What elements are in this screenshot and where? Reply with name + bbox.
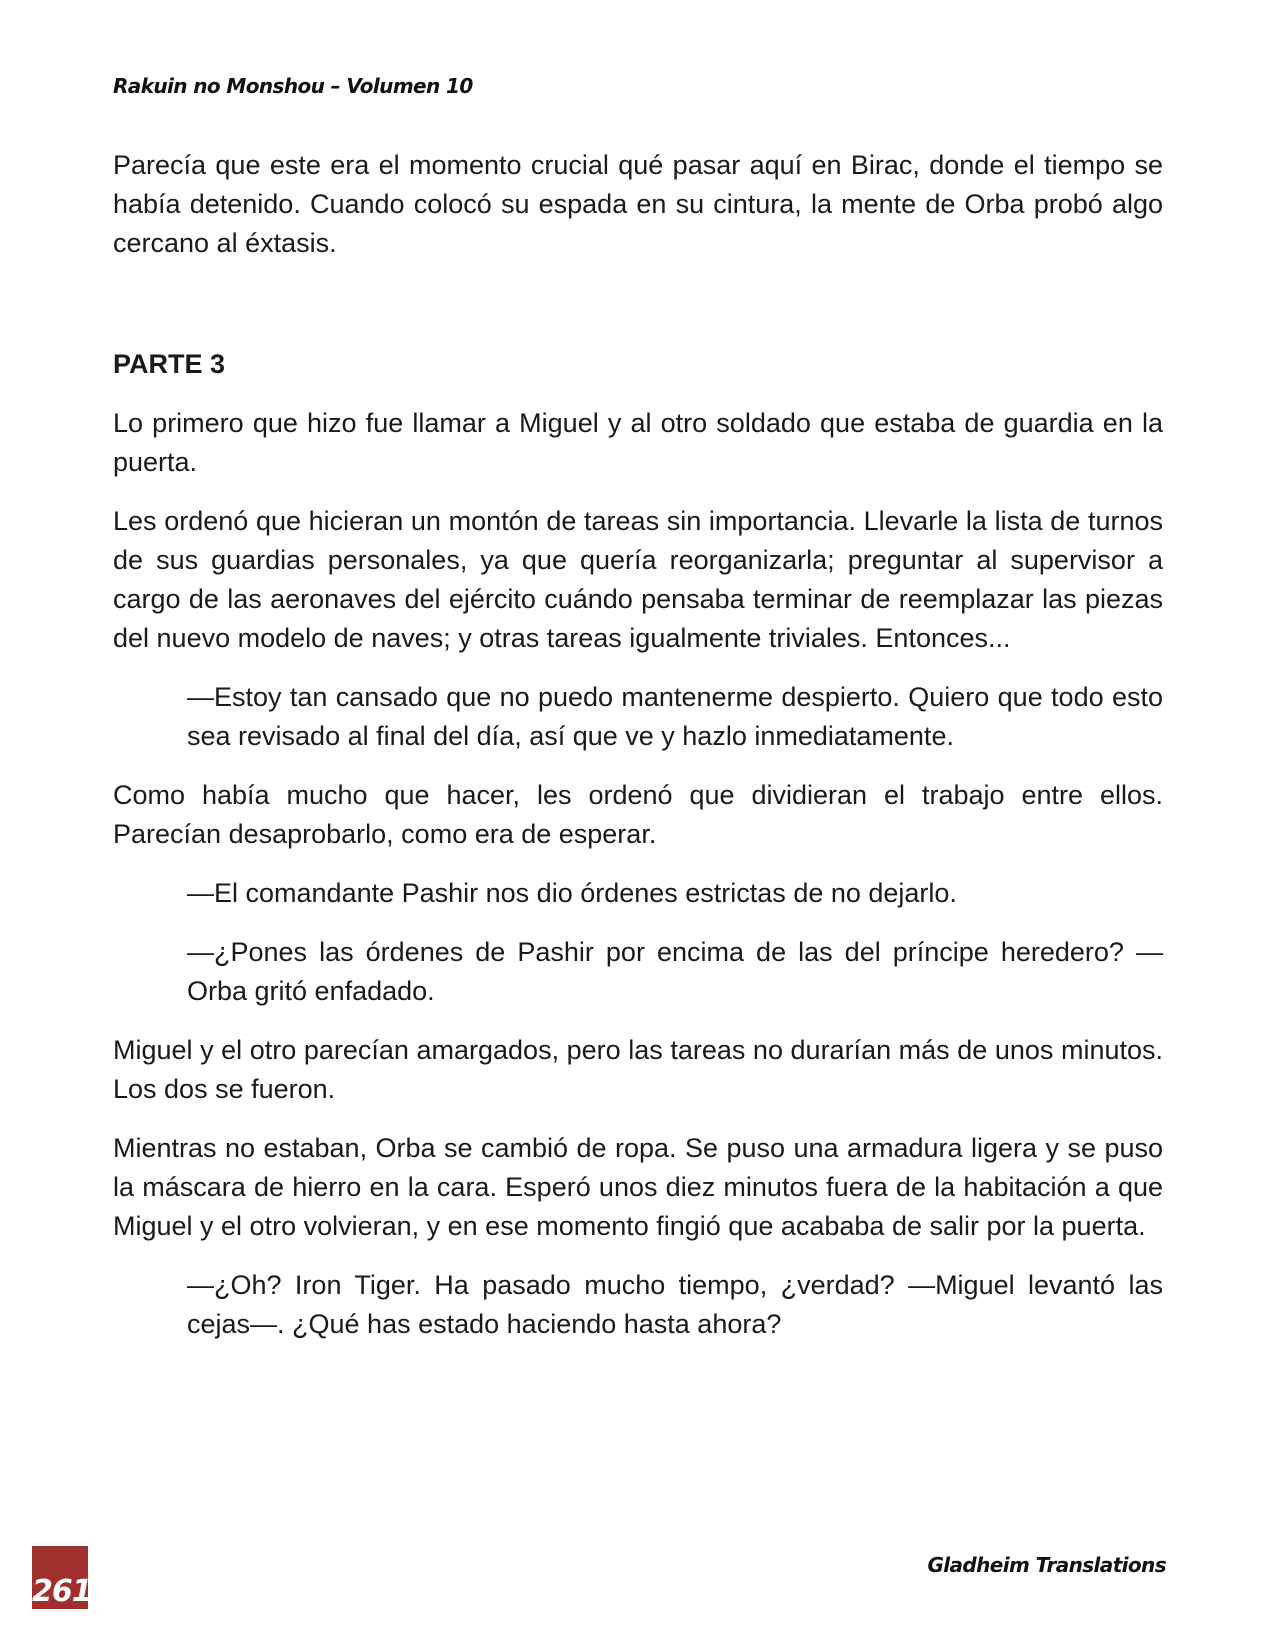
paragraph: Mientras no estaban, Orba se cambió de ropa. Se puso una armadura ligera y se puso la máscara de hierro en la cara. Esperó unos diez minutos fuera de la habitación a que Miguel y el otro volvieran, y en ese momento fingió que acababa de salir por la puerta.	[113, 1133, 1163, 1241]
page-number-badge	[32, 1546, 92, 1612]
paragraph: Miguel y el otro parecían amargados, pero las tareas no durarían más de unos minutos. Los dos se fueron.	[113, 1035, 1163, 1104]
dialogue-line: —¿Pones las órdenes de Pashir por encima de las del príncipe heredero? —Orba gritó enfadado.	[187, 937, 1163, 1006]
running-header-title: Rakuin no Monshou – Volumen 10	[113, 74, 473, 98]
badge-underline	[32, 1609, 88, 1612]
paragraph: Les ordenó que hicieran un montón de tareas sin importancia. Llevarle la lista de turnos de sus guardias personales, ya que quería reorganizarla; preguntar al supervisor a cargo de las aeronaves del ejército cuándo pensaba terminar de reemplazar las piezas del nuevo modelo de naves; y otras tareas igualmente triviales. Entonces...	[113, 506, 1163, 653]
page-number: 261	[32, 1574, 92, 1609]
dialogue-line: —Estoy tan cansado que no puedo mantenerme despierto. Quiero que todo esto sea revisado al final del día, así que ve y hazlo inmediatamente.	[187, 682, 1163, 751]
paragraph: Como había mucho que hacer, les ordenó que dividieran el trabajo entre ellos. Parecían desaprobarlo, como era de esperar.	[113, 780, 1163, 849]
dialogue-line: —¿Oh? Iron Tiger. Ha pasado mucho tiempo, ¿verdad? —Miguel levantó las cejas—. ¿Qué has estado haciendo hasta ahora?	[187, 1270, 1163, 1339]
intro-paragraph: Parecía que este era el momento crucial qué pasar aquí en Birac, donde el tiempo se había detenido. Cuando colocó su espada en su cintura, la mente de Orba probó algo cercano al éxtasis.	[113, 150, 1163, 258]
footer-credit: Gladheim Translations	[927, 1553, 1166, 1577]
paragraph: Lo primero que hizo fue llamar a Miguel y al otro soldado que estaba de guardia en la puerta.	[113, 408, 1163, 477]
section-heading: PARTE 3	[113, 349, 226, 379]
page-body	[113, 146, 1163, 1364]
dialogue-line: —El comandante Pashir nos dio órdenes estrictas de no dejarlo.	[187, 878, 957, 908]
